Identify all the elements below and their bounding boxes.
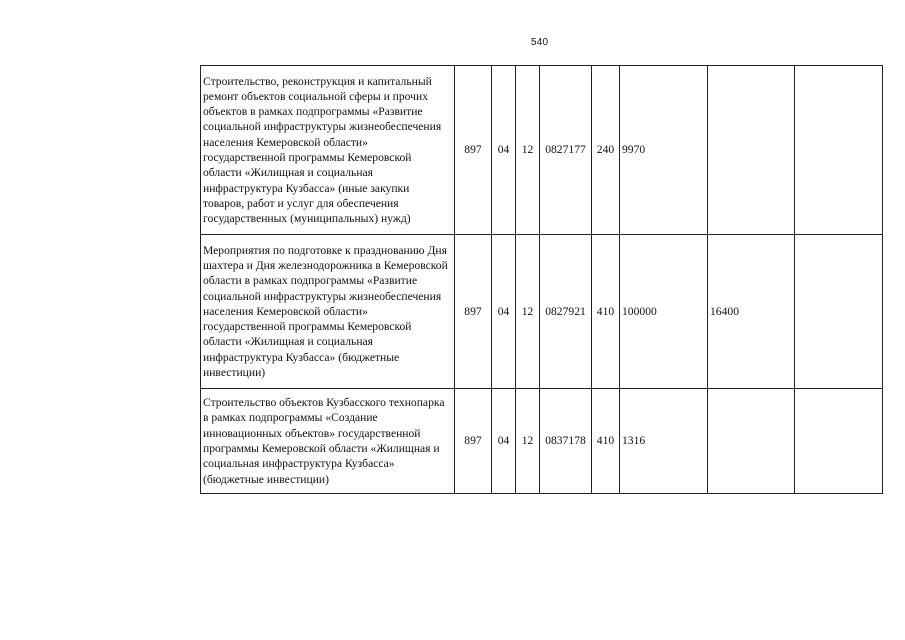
- ministry-code: 897: [455, 66, 492, 235]
- amount-cell: [708, 389, 795, 494]
- target-article-code: 0827177: [540, 66, 592, 235]
- expense-type-code: 410: [592, 389, 620, 494]
- page-number: 540: [531, 37, 549, 48]
- amount-cell: [708, 66, 795, 235]
- amount-cell: [795, 235, 883, 389]
- ministry-code: 897: [455, 389, 492, 494]
- table-row: [201, 235, 883, 389]
- expense-type-code: 240: [592, 66, 620, 235]
- expense-type-code: 410: [592, 235, 620, 389]
- row-description: Строительство, реконструкция и капитальный ремонт объектов социальной сферы и прочих объектов в рамках подпрограммы «Развитие социальной инфраструктуры жизнеобеспечения населения Кемеровской области» государственной программы Кемеровской области «Жилищная и социальная инфраструктура Кузбасса» (иные закупки товаров, работ и услуг для обеспечения государственных (муниципальных) нужд): [201, 66, 455, 235]
- ministry-code: 897: [455, 235, 492, 389]
- budget-table: [200, 65, 883, 494]
- target-article-code: 0837178: [540, 389, 592, 494]
- table-row: [201, 389, 883, 494]
- amount-cell: 9970: [620, 66, 708, 235]
- section-code: 04: [492, 389, 516, 494]
- subsection-code: 12: [516, 389, 540, 494]
- subsection-code: 12: [516, 66, 540, 235]
- amount-cell: 1316: [620, 389, 708, 494]
- table-row: [201, 66, 883, 235]
- section-code: 04: [492, 66, 516, 235]
- amount-cell: [795, 389, 883, 494]
- amount-cell: 100000: [620, 235, 708, 389]
- amount-cell: [795, 66, 883, 235]
- row-description: Строительство объектов Кузбасского технопарка в рамках подпрограммы «Создание инновационных объектов» государственной программы Кемеровской области «Жилищная и социальная инфраструктура Кузбасса» (бюджетные инвестиции): [201, 389, 455, 494]
- target-article-code: 0827921: [540, 235, 592, 389]
- amount-cell: 16400: [708, 235, 795, 389]
- subsection-code: 12: [516, 235, 540, 389]
- row-description: Мероприятия по подготовке к празднованию Дня шахтера и Дня железнодорожника в Кемеровской области в рамках подпрограммы «Развитие социальной инфраструктуры жизнеобеспечения населения Кемеровской области» государственной программы Кемеровской области «Жилищная и социальная инфраструктура Кузбасса» (бюджетные инвестиции): [201, 235, 455, 389]
- section-code: 04: [492, 235, 516, 389]
